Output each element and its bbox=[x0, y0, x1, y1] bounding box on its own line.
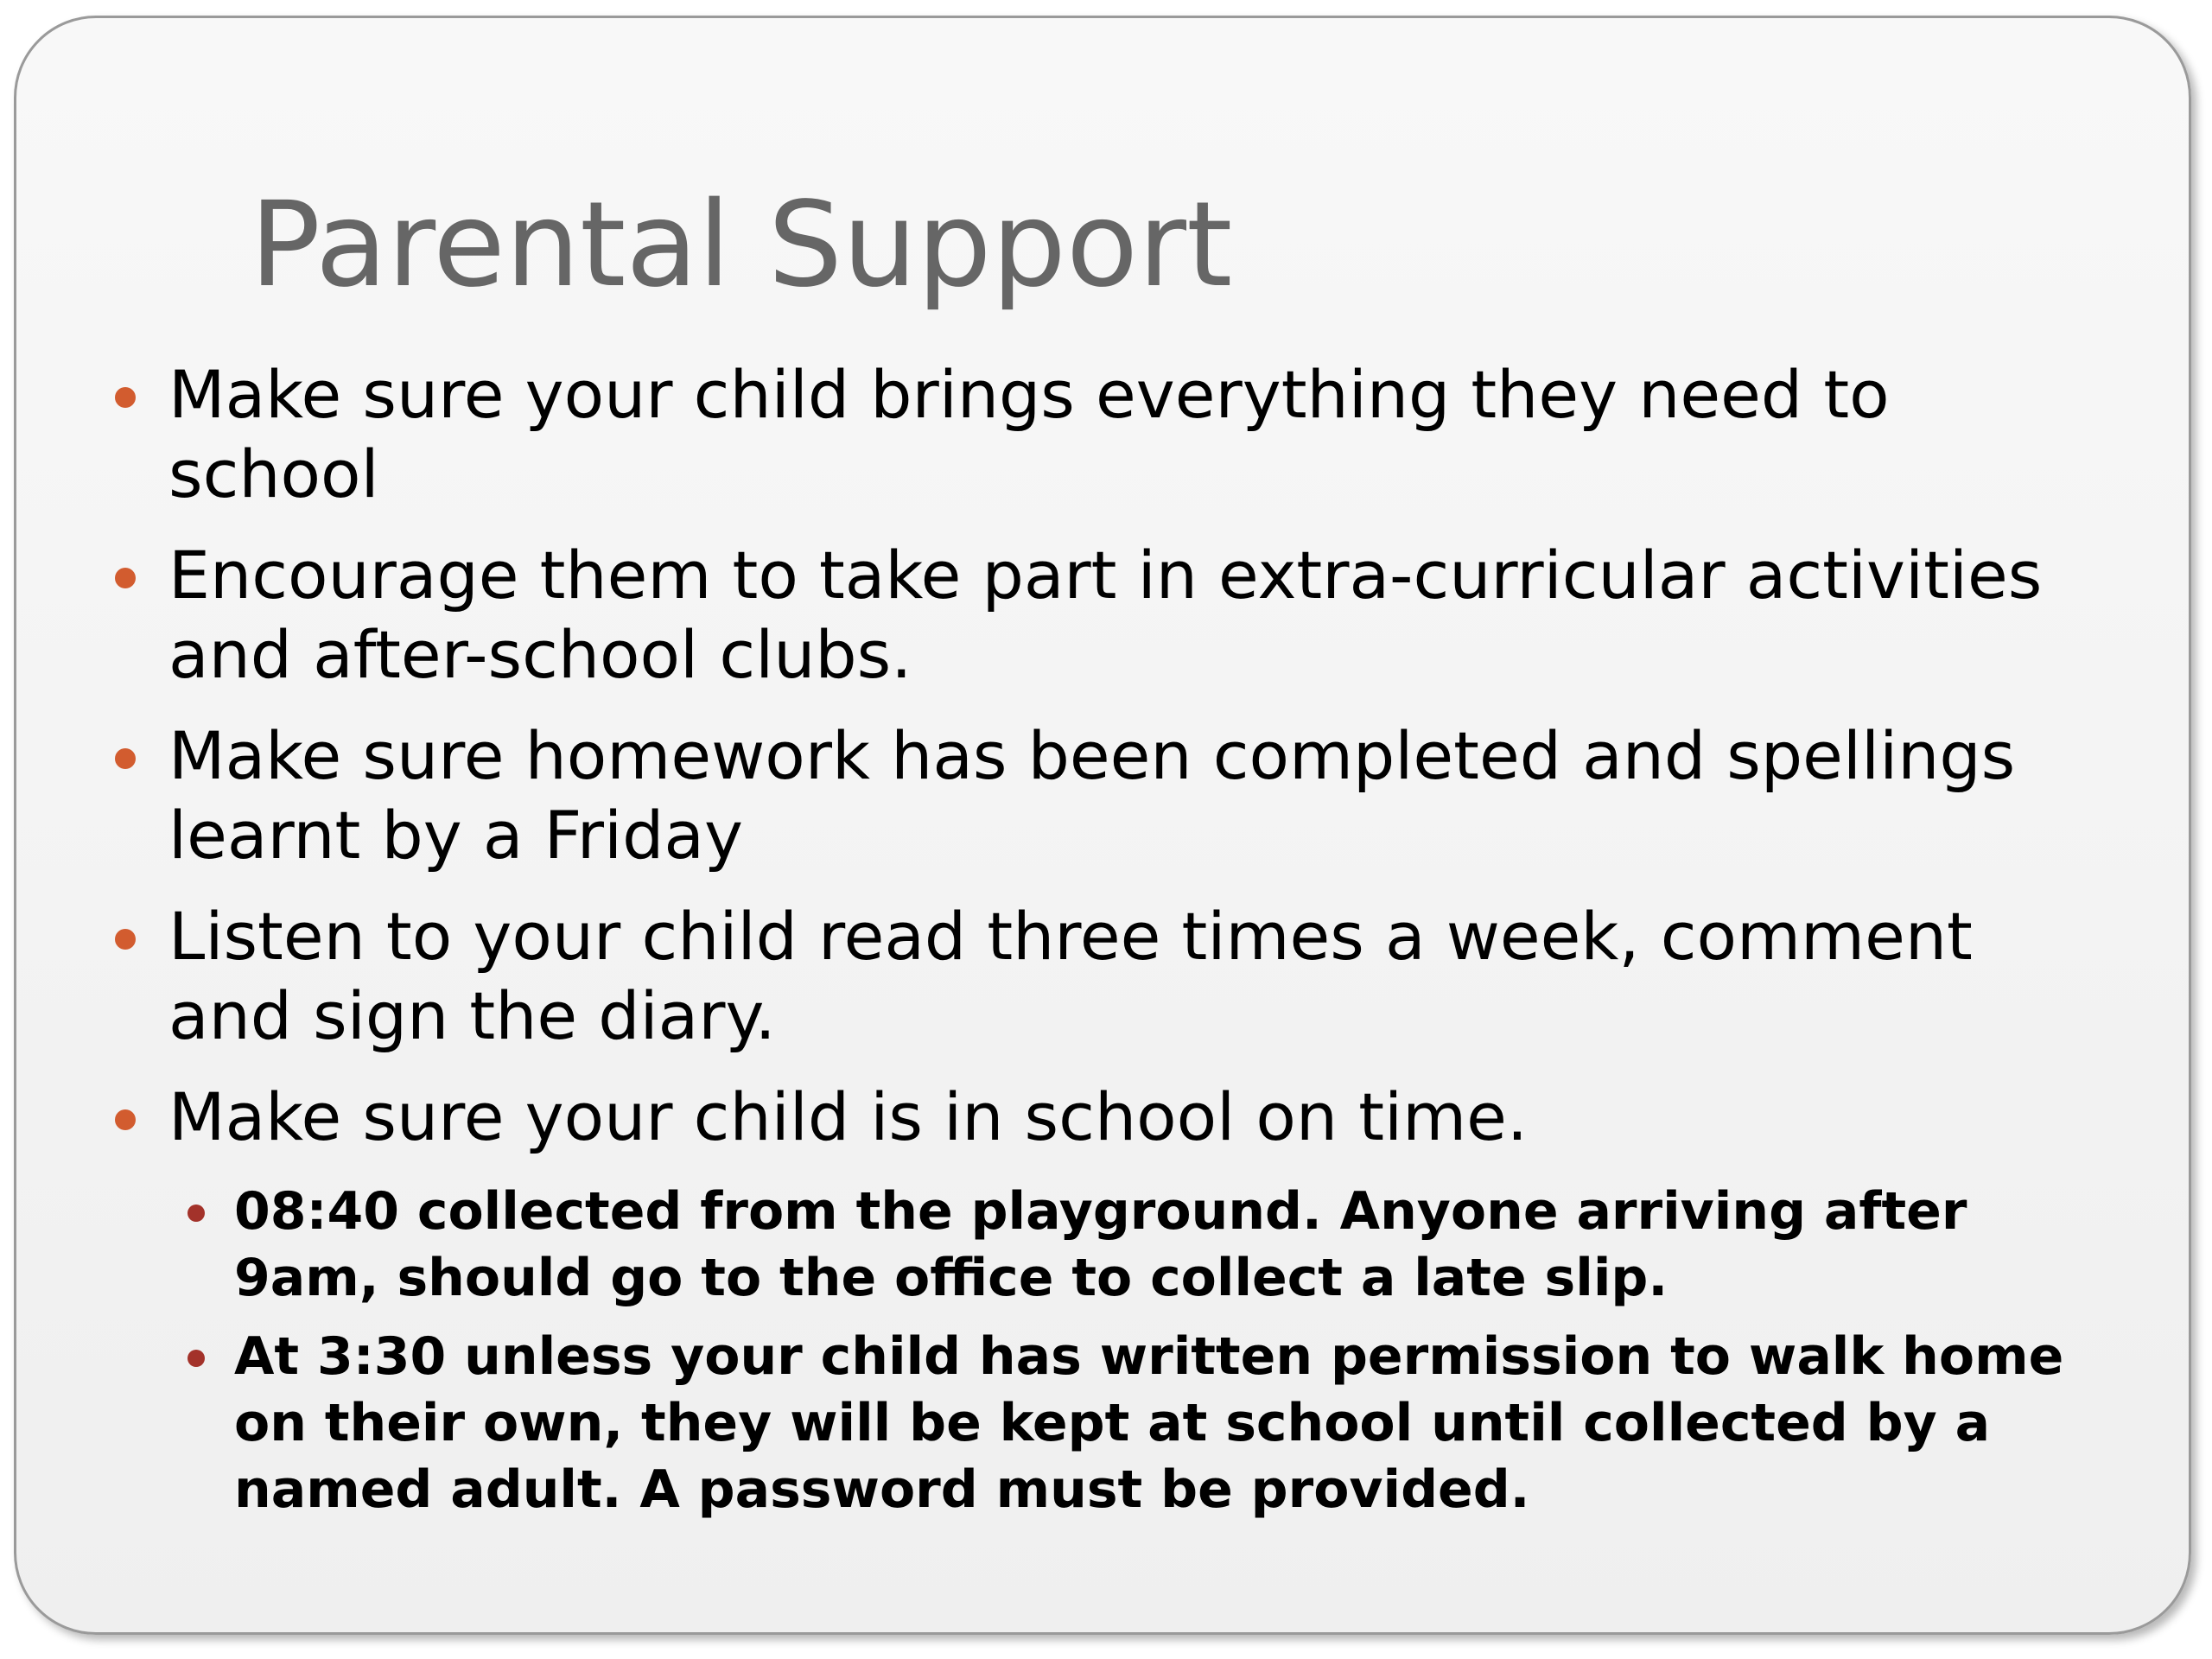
bullet-list bbox=[16, 355, 2194, 1535]
sub-bullet-item bbox=[234, 1324, 2109, 1523]
bullet-icon bbox=[115, 748, 136, 769]
bullet-item bbox=[168, 716, 2104, 875]
bullet-item bbox=[168, 355, 2104, 514]
sub-bullet-list bbox=[16, 1179, 2194, 1523]
bullet-text: Make sure homework has been completed and spellings learnt by a Friday bbox=[168, 717, 2016, 874]
bullet-text: Make sure your child is in school on time. bbox=[168, 1078, 1529, 1155]
sub-bullet-icon bbox=[188, 1205, 205, 1222]
bullet-icon bbox=[115, 387, 136, 408]
bullet-icon bbox=[115, 568, 136, 588]
slide-title: Parental Support bbox=[250, 177, 1233, 314]
bullet-item bbox=[168, 1077, 2104, 1157]
sub-bullet-item bbox=[234, 1179, 2109, 1312]
sub-bullet-icon bbox=[188, 1350, 205, 1367]
bullet-text: Listen to your child read three times a week, comment and sign the diary. bbox=[168, 898, 1973, 1054]
bullet-icon bbox=[115, 929, 136, 950]
bullet-item bbox=[168, 536, 2104, 695]
slide-frame bbox=[14, 16, 2191, 1635]
sub-bullet-text: 08:40 collected from the playground. Anyone arriving after 9am, should go to the office to collect a late slip. bbox=[234, 1181, 1967, 1308]
bullet-item bbox=[168, 897, 2104, 1056]
bullet-text: Make sure your child brings everything they need to school bbox=[168, 356, 1890, 512]
bullet-icon bbox=[115, 1109, 136, 1130]
sub-bullet-text: At 3:30 unless your child has written permission to walk home on their own, they will be kept at school until collected by a named adult. A password must be provided. bbox=[234, 1326, 2064, 1520]
bullet-text: Encourage them to take part in extra-curricular activities and after-school clubs. bbox=[168, 537, 2043, 693]
